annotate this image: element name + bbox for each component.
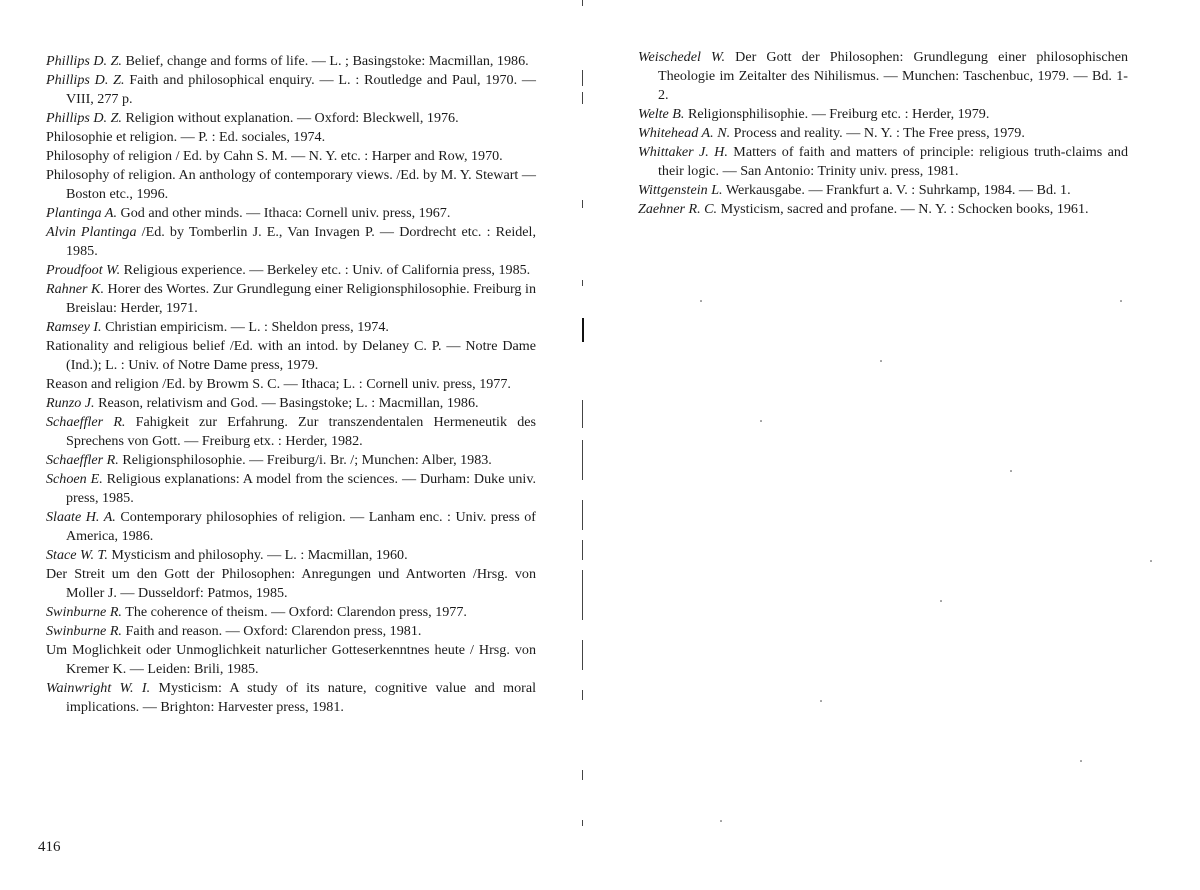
bibliography-entry <box>638 181 1128 200</box>
bibliography-entry <box>46 318 536 337</box>
entry-text: Der Gott der Philosophen: Grundlegung einer philosophischen Theologie im Zeitalter des Nihilismus. — Munchen: Taschenbuc, 1979. — Bd. 1-2. <box>658 49 1128 103</box>
entry-author: Phillips D. Z. <box>46 72 125 88</box>
entry-author: Weischedel W. <box>638 49 725 65</box>
entry-author: Plantinga A. <box>46 205 117 221</box>
book-gutter-shadow <box>582 0 584 890</box>
bibliography-entry <box>46 508 536 546</box>
entry-author: Ramsey I. <box>46 319 102 335</box>
scan-speck <box>1010 470 1012 472</box>
entry-author: Welte B. <box>638 106 685 122</box>
bibliography-entry <box>46 622 536 641</box>
bibliography-entry <box>46 394 536 413</box>
entry-text: Horer des Wortes. Zur Grundlegung einer Religionsphilosophie. Freiburg in Breislau: Herder, 1971. <box>66 281 537 316</box>
bibliography-entry <box>46 109 536 128</box>
entry-author: Schoen E. <box>46 471 103 487</box>
entry-author: Zaehner R. C. <box>638 201 718 217</box>
entry-author: Swinburne R. <box>46 604 122 620</box>
entry-text: Fahigkeit zur Erfahrung. Zur transzendentalen Hermeneutik des Sprechens von Gott. — Freiburg etx. : Herder, 1982. <box>66 414 536 449</box>
entry-text: Religion without explanation. — Oxford: Bleckwell, 1976. <box>121 110 459 126</box>
bibliography-entry <box>46 261 536 280</box>
bibliography-entry <box>46 337 536 375</box>
scan-speck <box>1080 760 1082 762</box>
bibliography-entry <box>638 200 1128 219</box>
page-number: 416 <box>38 839 61 855</box>
entry-author: Wittgenstein L. <box>638 182 723 198</box>
entry-text: Faith and reason. — Oxford: Clarendon press, 1981. <box>121 623 422 639</box>
scan-speck <box>1120 300 1122 302</box>
bibliography-entry <box>46 128 536 147</box>
bibliography-entry <box>46 603 536 622</box>
entry-author: Phillips D. Z. <box>46 53 122 69</box>
entry-text: Rationality and religious belief /Ed. with an intod. by Delaney C. P. — Notre Dame (Ind.); L. : Univ. of Notre Dame press, 1979. <box>46 338 536 373</box>
entry-text: Philosophy of religion / Ed. by Cahn S. M. — N. Y. etc. : Harper and Row, 1970. <box>46 148 503 164</box>
entry-author: Rahner K. <box>46 281 104 297</box>
entry-text: Religionsphilisophie. — Freiburg etc. : Herder, 1979. <box>684 106 990 122</box>
bibliography-entry <box>46 280 536 318</box>
scan-speck <box>820 700 822 702</box>
left-page-bibliography <box>46 52 536 717</box>
scan-speck <box>880 360 882 362</box>
entry-author: Proudfoot W. <box>46 262 121 278</box>
entry-text: Um Moglichkeit oder Unmoglichkeit naturlicher Gotteserkenntnes heute / Hrsg. von Kremer K. — Leiden: Brili, 1985. <box>46 642 536 677</box>
entry-author: Whitehead A. N. <box>638 125 731 141</box>
entry-text: Philosophie et religion. — P. : Ed. sociales, 1974. <box>46 129 326 145</box>
entry-text: Process and reality. — N. Y. : The Free press, 1979. <box>730 125 1025 141</box>
entry-text: Religious experience. — Berkeley etc. : Univ. of California press, 1985. <box>120 262 531 278</box>
bibliography-entry <box>46 451 536 470</box>
entry-text: Mysticism and philosophy. — L. : Macmillan, 1960. <box>107 547 408 563</box>
bibliography-entry <box>638 105 1128 124</box>
entry-author: Stace W. T. <box>46 547 108 563</box>
entry-author: Alvin Plantinga <box>46 224 137 240</box>
bibliography-entry <box>46 52 536 71</box>
bibliography-entry <box>46 641 536 679</box>
scan-speck <box>940 600 942 602</box>
entry-text: Belief, change and forms of life. — L. ; Basingstoke: Macmillan, 1986. <box>121 53 529 69</box>
bibliography-entry <box>46 204 536 223</box>
bibliography-entry <box>46 223 536 261</box>
entry-text: Reason, relativism and God. — Basingstoke; L. : Macmillan, 1986. <box>94 395 479 411</box>
entry-text: Christian empiricism. — L. : Sheldon press, 1974. <box>101 319 389 335</box>
entry-text: God and other minds. — Ithaca: Cornell univ. press, 1967. <box>117 205 451 221</box>
scan-speck <box>1150 560 1152 562</box>
entry-author: Wainwright W. I. <box>46 680 151 696</box>
entry-text: Religionsphilosophie. — Freiburg/i. Br. /; Munchen: Alber, 1983. <box>118 452 492 468</box>
entry-author: Whittaker J. H. <box>638 144 728 160</box>
bibliography-entry <box>638 48 1128 105</box>
entry-author: Schaeffler R. <box>46 452 119 468</box>
entry-text: Religious explanations: A model from the sciences. — Durham: Duke univ. press, 1985. <box>66 471 537 506</box>
entry-text: Faith and philosophical enquiry. — L. : Routledge and Paul, 1970. — VIII, 277 p. <box>66 72 536 107</box>
bibliography-entry <box>46 679 536 717</box>
entry-text: /Ed. by Tomberlin J. E., Van Invagen P. — Dordrecht etc. : Reidel, 1985. <box>66 224 536 259</box>
entry-text: Philosophy of religion. An anthology of contemporary views. /Ed. by M. Y. Stewart — Boston etc., 1996. <box>46 167 536 202</box>
entry-text: Mysticism, sacred and profane. — N. Y. : Schocken books, 1961. <box>717 201 1089 217</box>
scan-speck <box>720 820 722 822</box>
entry-author: Schaeffler R. <box>46 414 126 430</box>
bibliography-entry <box>638 124 1128 143</box>
entry-text: The coherence of theism. — Oxford: Clarendon press, 1977. <box>121 604 467 620</box>
bibliography-entry <box>638 143 1128 181</box>
entry-author: Swinburne R. <box>46 623 122 639</box>
bibliography-entry <box>46 413 536 451</box>
entry-author: Slaate H. A. <box>46 509 116 525</box>
scan-speck <box>700 300 702 302</box>
entry-text: Contemporary philosophies of religion. — Lanham enc. : Univ. press of America, 1986. <box>66 509 537 544</box>
entry-text: Reason and religion /Ed. by Browm S. C. — Ithaca; L. : Cornell univ. press, 1977. <box>46 376 511 392</box>
right-page-bibliography <box>638 48 1128 219</box>
bibliography-entry <box>46 546 536 565</box>
bibliography-entry <box>46 166 536 204</box>
scan-speck <box>760 420 762 422</box>
entry-text: Der Streit um den Gott der Philosophen: Anregungen und Antworten /Hrsg. von Moller J. — Dusseldorf: Patmos, 1985. <box>46 566 536 601</box>
entry-text: Werkausgabe. — Frankfurt a. V. : Suhrkamp, 1984. — Bd. 1. <box>722 182 1071 198</box>
bibliography-entry <box>46 565 536 603</box>
entry-text: Mysticism: A study of its nature, cognitive value and moral implications. — Brighton: Harvester press, 1981. <box>66 680 537 715</box>
entry-author: Phillips D. Z. <box>46 110 122 126</box>
entry-author: Runzo J. <box>46 395 95 411</box>
bibliography-entry <box>46 71 536 109</box>
bibliography-entry <box>46 470 536 508</box>
bibliography-entry <box>46 147 536 166</box>
bibliography-entry <box>46 375 536 394</box>
entry-text: Matters of faith and matters of principle: religious truth-claims and their logic. — San Antonio: Trinity univ. press, 1981. <box>658 144 1128 179</box>
